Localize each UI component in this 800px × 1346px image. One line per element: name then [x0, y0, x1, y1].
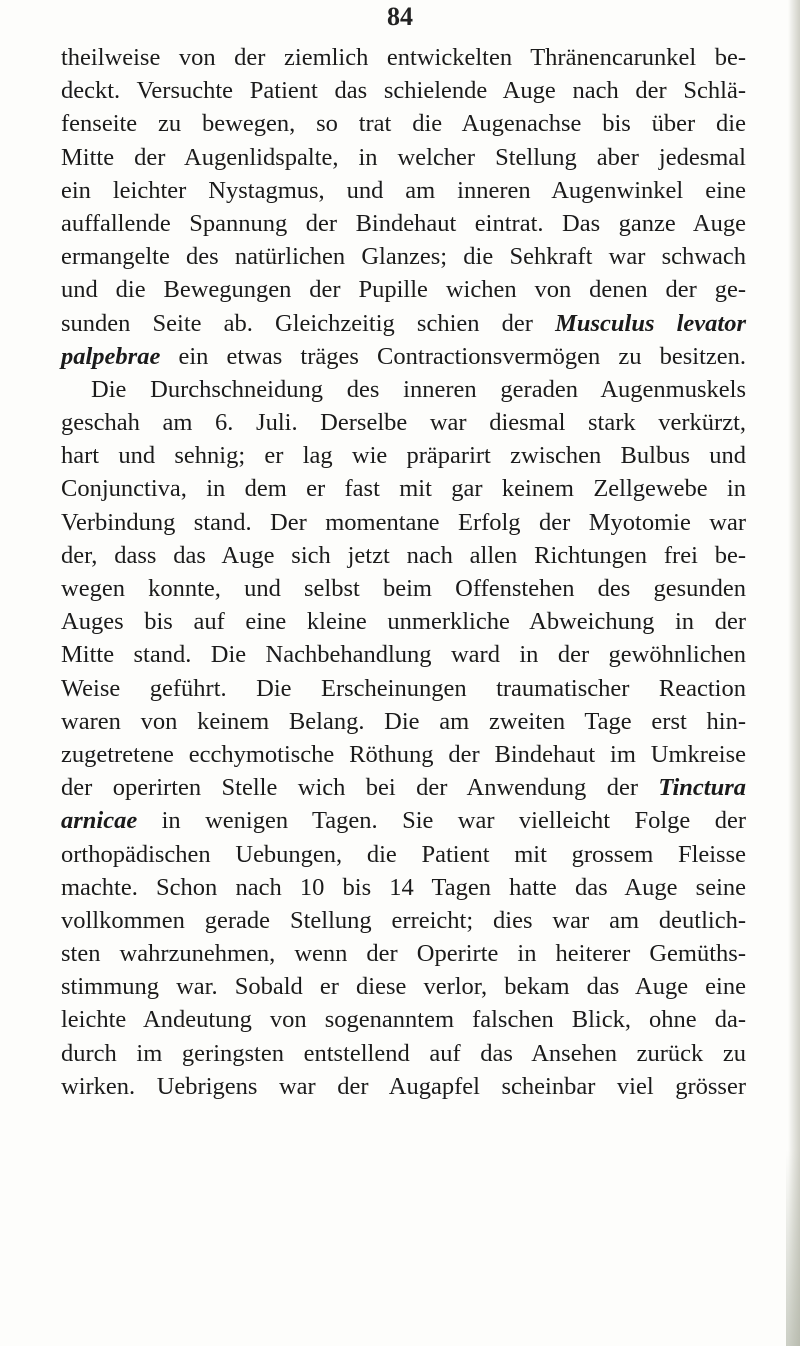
text-line-with-italic: [61, 771, 746, 804]
text-line-with-italic: [61, 340, 746, 373]
text-line: wirken. Uebrigens war der Augapfel scheinbar viel grösser: [61, 1072, 746, 1100]
text-line: Weise geführt. Die Erscheinungen traumatischer Reaction: [61, 674, 746, 702]
text-line: stimmung war. Sobald er diese verlor, bekam das Auge eine: [61, 973, 746, 1001]
text-line: Auges bis auf eine kleine unmerkliche Abweichung in der: [61, 608, 746, 636]
text-line: leichte Andeutung von sogenanntem falschen Blick, ohne da-: [61, 1006, 746, 1034]
text-line: Die Durchschneidung des inneren geraden Augenmuskels: [91, 375, 746, 403]
text-line: geschah am 6. Juli. Derselbe war diesmal stark verkürzt,: [61, 409, 746, 437]
text-line-with-italic: [61, 307, 746, 340]
text-line: ermangelte des natürlichen Glanzes; die Sehkraft war schwach: [61, 243, 746, 271]
text-line: und die Bewegungen der Pupille wichen von denen der ge-: [61, 276, 746, 304]
page-edge: [788, 0, 800, 1346]
text-line: wegen konnte, und selbst beim Offenstehen des gesunden: [61, 575, 746, 602]
text-line: machte. Schon nach 10 bis 14 Tagen hatte das Auge seine: [61, 873, 746, 901]
text-fragment: in wenigen Tagen. Sie war vielleicht Folge der: [161, 807, 746, 835]
text-line: Mitte der Augenlidspalte, in welcher Stellung aber jedesmal: [61, 143, 746, 171]
text-line-with-italic: [61, 804, 746, 837]
text-line: theilweise von der ziemlich entwickelten Thränencarunkel be-: [61, 44, 746, 71]
text-line: deckt. Versuchte Patient das schielende Auge nach der Schlä-: [61, 77, 746, 105]
text-fragment: sunden Seite ab. Gleichzeitig schien der: [61, 309, 533, 337]
page-number: 84: [387, 2, 413, 31]
text-line: orthopädischen Uebungen, die Patient mit grossem Fleisse: [61, 840, 746, 868]
text-line: sten wahrzunehmen, wenn der Operirte in heiterer Gemüths-: [61, 940, 746, 968]
body-text: [61, 41, 746, 1103]
italic-term: Tinctura: [658, 774, 746, 802]
text-line: waren von keinem Belang. Die am zweiten Tage erst hin-: [61, 707, 746, 735]
text-line: ein leichter Nystagmus, und am inneren Augenwinkel eine: [61, 176, 746, 204]
text-line: durch im geringsten entstellend auf das Ansehen zurück zu: [61, 1039, 746, 1067]
text-line: Verbindung stand. Der momentane Erfolg der Myotomie war: [61, 508, 746, 536]
text-fragment: der operirten Stelle wich bei der Anwendung der: [61, 774, 638, 802]
text-line: zugetretene ecchymotische Röthung der Bindehaut im Umkreise: [61, 740, 746, 768]
text-line: fenseite zu bewegen, so trat die Augenachse bis über die: [61, 110, 746, 138]
text-line: Conjunctiva, in dem er fast mit gar keinem Zellgewebe in: [61, 475, 746, 503]
text-line: Mitte stand. Die Nachbehandlung ward in der gewöhnlichen: [61, 641, 746, 669]
text-line: auffallende Spannung der Bindehaut eintrat. Das ganze Auge: [61, 209, 746, 237]
italic-term: arnicae: [61, 807, 138, 835]
page-edge-shadow: [786, 1150, 800, 1346]
italic-term: palpebrae: [61, 342, 161, 370]
text-line: der, dass das Auge sich jetzt nach allen Richtungen frei be-: [61, 541, 746, 569]
text-fragment: ein etwas träges Contractionsvermögen zu besitzen.: [178, 342, 746, 370]
italic-term: Musculus levator: [555, 309, 747, 337]
text-line: hart und sehnig; er lag wie präparirt zwischen Bulbus und: [61, 442, 746, 470]
text-line: vollkommen gerade Stellung erreicht; dies war am deutlich-: [61, 906, 746, 934]
